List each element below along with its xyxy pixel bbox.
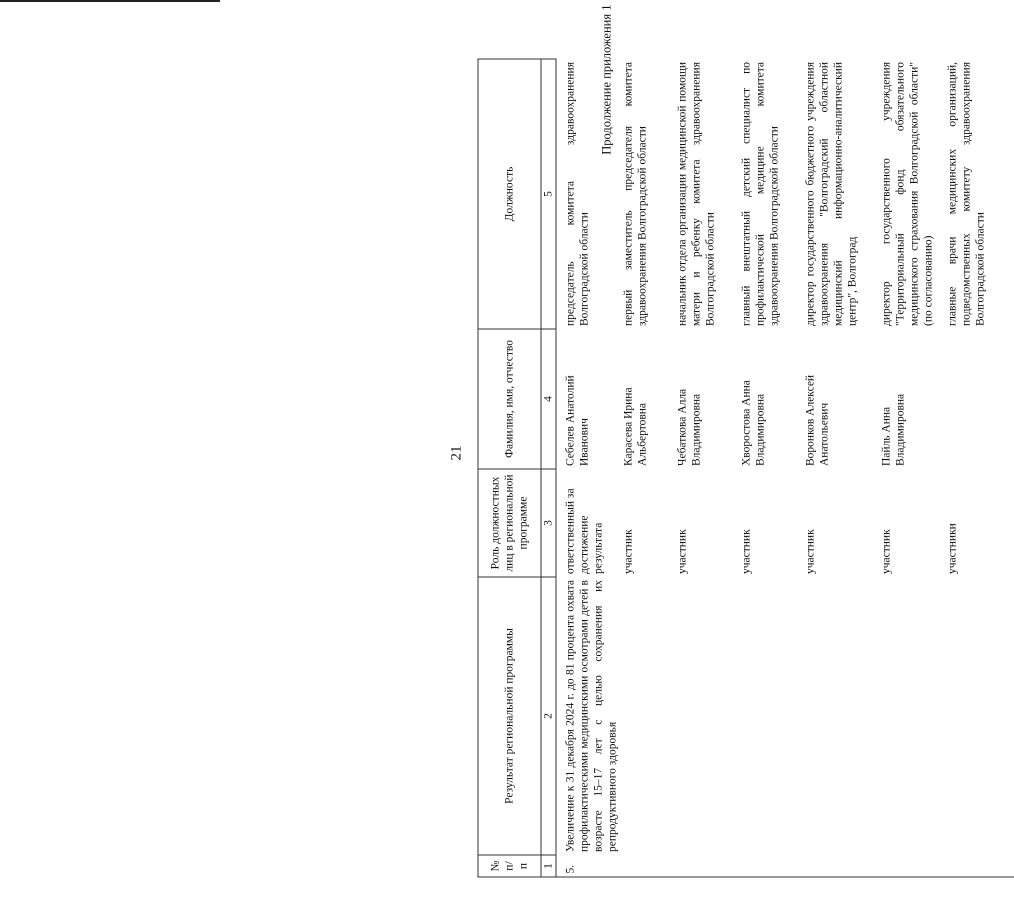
table-row xyxy=(674,59,738,877)
column-number-row xyxy=(541,59,556,877)
row-position: главные врачи медицинских организаций, подведомственных комитету здравоохранения Волгоградской области xyxy=(945,61,986,326)
table-row xyxy=(802,59,878,877)
row-position: первый заместитель председателя комитета здравоохранения Волгоградской области xyxy=(621,61,648,326)
row-role: участник xyxy=(879,528,892,574)
row-role: участник xyxy=(675,528,688,574)
row-person: Хворостова Анна Владимировна xyxy=(739,379,766,466)
row-person: Себелев Анатолий Иванович xyxy=(563,374,590,466)
table-header-row xyxy=(478,59,541,877)
continuation-note: Продолжение приложения 1 xyxy=(599,4,613,155)
col-number: 3 xyxy=(541,469,556,577)
header-num: № п/п xyxy=(478,855,541,877)
row-position: директор государственного учреждения "Территориальный фонд обязательного медицинского страхования Волгоградской области" (по согласованию) xyxy=(879,61,934,326)
row-position: главный внештатный детский специалист по профилактической медицине комитета здравоохранения Волгоградской области xyxy=(739,61,780,326)
row-person: Карасева Ирина Альбертовна xyxy=(621,386,648,466)
page-number: 21 xyxy=(448,445,464,460)
row-person: Пайль Анна Владимировна xyxy=(879,393,906,466)
table-row xyxy=(878,59,944,877)
row-role: участник xyxy=(621,528,634,574)
col-number: 4 xyxy=(541,329,556,469)
table-row xyxy=(944,59,1014,877)
header-result: Результат региональной программы xyxy=(478,577,541,855)
table-row xyxy=(738,59,802,877)
col-number: 5 xyxy=(541,59,556,329)
row-number: 5. xyxy=(562,855,620,877)
row-position: председатель комитета здравоохранения Волгоградской области xyxy=(563,61,590,326)
table-row xyxy=(562,59,620,877)
header-position: Должность xyxy=(478,59,541,329)
row-result-text: Увеличение к 31 декабря 2024 г. до 81 процента охвата профилактическими медицинскими осмотрами детей в возрасте 15–17 лет с целью сохранения их репродуктивного здоровья xyxy=(563,579,618,852)
row-position: начальник отдела организации медицинской помощи матери и ребенку комитета здравоохранения Волгоградской области xyxy=(675,61,716,326)
program-table xyxy=(477,58,1014,877)
row-role: участник xyxy=(739,528,752,574)
col-number: 1 xyxy=(541,855,556,877)
row-person: Воронков Алексей Анатольевич xyxy=(803,374,830,466)
row-position: директор государственного бюджетного учреждения здравоохранения "Волгоградский областной медицинский информационно-аналитический центр", Волгоград xyxy=(803,61,858,326)
header-name: Фамилия, имя, отчество xyxy=(478,329,541,469)
row-role: участник xyxy=(803,528,816,574)
col-number: 2 xyxy=(541,577,556,855)
row-person: Чебаткова Алла Владимировна xyxy=(675,388,702,466)
header-role: Роль должностных лиц в региональной программе xyxy=(478,469,541,577)
row-role: участники xyxy=(945,522,958,574)
row-person xyxy=(944,329,1014,469)
row-role: ответственный за достижение результата xyxy=(563,487,604,574)
table-row xyxy=(620,59,674,877)
